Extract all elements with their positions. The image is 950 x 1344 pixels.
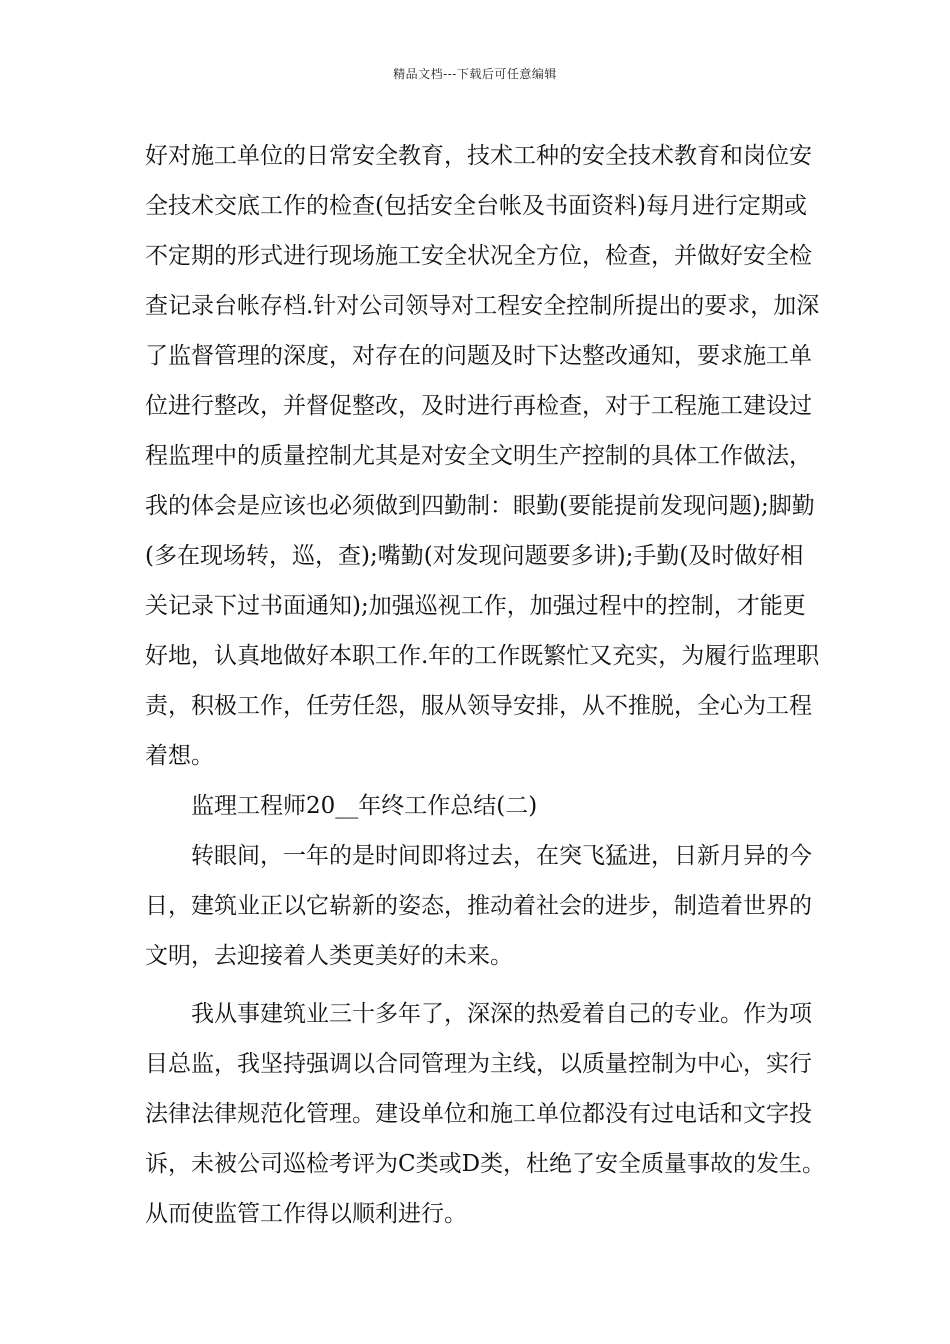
text-line: 好地，认真地做好本职工作.年的工作既繁忙又充实，为履行监理职 [145,643,820,669]
text-line: 了监督管理的深度，对存在的问题及时下达整改通知，要求施工单 [145,343,812,369]
document-body [145,131,825,1239]
text-line: 查记录台帐存档.针对公司领导对工程安全控制所提出的要求，加深 [145,293,820,319]
text-line: (多在现场转，巡，查);嘴勤(对发现问题要多讲);手勤(及时做好相 [145,543,804,569]
text-line: 日，建筑业正以它崭新的姿态，推动着社会的进步，制造着世界的 [145,893,812,919]
text-line: 我的体会是应该也必须做到四勤制：眼勤(要能提前发现问题);脚勤 [145,493,815,519]
text-line: 位进行整改，并督促整改，及时进行再检查，对于工程施工建设过 [145,393,812,419]
page-header: 精品文档---下载后可任意编辑 [393,67,557,81]
text-line: 好对施工单位的日常安全教育，技术工种的安全技术教育和岗位安 [145,143,812,169]
text-line: 不定期的形式进行现场施工安全状况全方位，检查，并做好安全检 [145,243,812,269]
text-line: 着想。 [145,743,214,769]
text-line: 责，积极工作，任劳任怨，服从领导安排，从不推脱，全心为工程 [145,693,812,719]
text-line: 程监理中的质量控制尤其是对安全文明生产控制的具体工作做法， [145,443,812,469]
paragraph [145,989,825,1239]
paragraph [145,831,825,981]
text-line: 从而使监管工作得以顺利进行。 [145,1201,467,1227]
text-line: 我从事建筑业三十多年了，深深的热爱着自己的专业。作为项 [191,1001,812,1027]
section-title: 监理工程师20__年终工作总结(二) [191,793,538,819]
text-line: 诉，未被公司巡检考评为C类或D类，杜绝了安全质量事故的发生。 [145,1151,826,1177]
text-line: 文明，去迎接着人类更美好的未来。 [145,943,513,969]
text-line: 目总监，我坚持强调以合同管理为主线，以质量控制为中心，实行 [145,1051,812,1077]
text-line: 全技术交底工作的检查(包括安全台帐及书面资料)每月进行定期或 [145,193,807,219]
paragraph [145,131,825,781]
text-line: 法律法律规范化管理。建设单位和施工单位都没有过电话和文字投 [145,1101,812,1127]
text-line: 关记录下过书面通知);加强巡视工作，加强过程中的控制，才能更 [145,593,806,619]
text-line: 转眼间，一年的是时间即将过去，在突飞猛进，日新月异的今 [191,843,812,869]
